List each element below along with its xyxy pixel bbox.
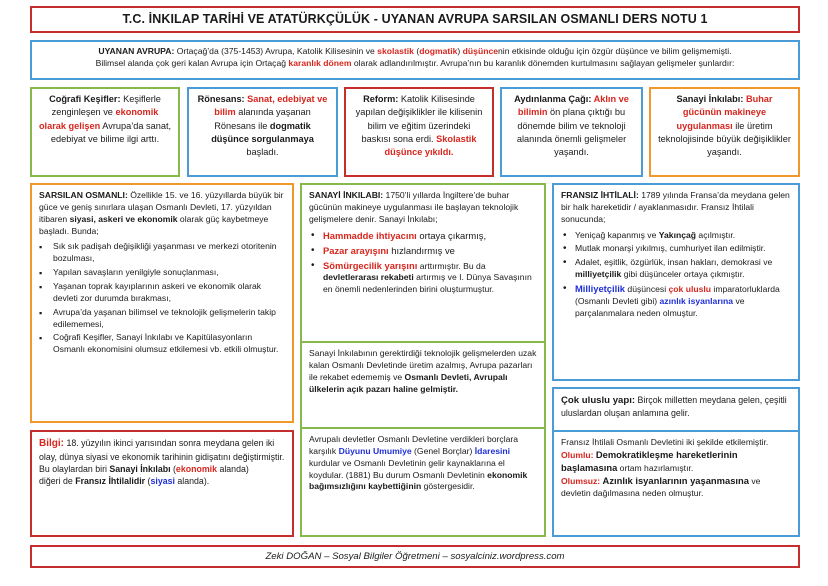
bilgi-bold: Sanayi İnkılabı xyxy=(109,463,171,474)
intro-text: nin etkisinde olduğu için özgür düşünce ve bilim gelişmemişti. xyxy=(498,46,732,56)
intro-text: ( xyxy=(413,46,420,56)
bilgi-ekonomik: ekonomik xyxy=(175,463,217,474)
cografi-highlight: ekonomik olarak gelişen xyxy=(38,107,159,131)
sanayi-heading: SANAYİ İNKILABI: xyxy=(309,190,384,200)
etki-bold: Demokratikleşme hareketlerinin başlamasına xyxy=(561,448,738,473)
aydinlanma-box xyxy=(500,87,643,177)
sanayi-box xyxy=(300,183,546,343)
duyunu-text: Avrupalı devletler Osmanlı Devletine verdikleri borçlara karşılık xyxy=(309,434,519,456)
sanayi-item-text: arttırmıştır. Bu da xyxy=(417,260,486,271)
bilgi-siyasi: siyasi xyxy=(150,476,175,487)
cografi-heading: Coğrafi Keşifler: xyxy=(49,94,121,104)
aydinlanma-highlight: Aklın ve bilimin xyxy=(517,94,629,118)
intro-karanlik: karanlık dönem xyxy=(288,57,352,68)
sanayi-item-text: hızlandırmış ve xyxy=(388,244,455,256)
sanayi-item-highlight: Sömürgecilik yarışını xyxy=(323,259,418,271)
sarsilan-list xyxy=(39,241,285,356)
list-item: ▪ Yapılan savaşların yenilgiyle sonuçlanması, xyxy=(39,267,285,279)
fransiz-item-bold: Yakınçağ xyxy=(658,229,697,240)
sanayi-item-text: ortaya çıkarmış, xyxy=(416,229,487,241)
sanayi-intro xyxy=(309,190,537,226)
sanayi2-text: Sanayi İnkılabının gerektirdiği teknolojik gelişmelerden uzak kalan Osmanlı Devletinde üretim azalmış, Avrupa pazarları ile rekabet edememiş ve xyxy=(309,348,537,382)
bilgi-bold: Fransız İhtilalidir xyxy=(75,476,146,487)
intro-skolastik: skolastik xyxy=(377,46,414,56)
ronesans-heading: Rönesans: xyxy=(197,94,245,104)
etki-text: ve devletin dağılmasına neden olmuştur. xyxy=(561,475,761,498)
sarsilan-text: olarak güç kaybetmeye başladı. Bunda; xyxy=(39,213,269,236)
intro-line-1 xyxy=(40,46,790,58)
sanayi2-bold: Osmanlı Devleti, Avrupalı ülkelerin açık pazarı haline gelmiştir. xyxy=(309,371,508,394)
list-item: ▪ Yaşanan toprak kayıplarının askeri ve ekonomik olarak devleti zor durumda bırakması, xyxy=(39,281,285,305)
fransiz-item-text: ve parçalanmalara neden olmuştur. xyxy=(575,295,745,318)
bilgi-p2 xyxy=(39,463,285,475)
sanayi-bold: devletlerarası rekabeti xyxy=(323,272,414,283)
fransiz-item-text: düşüncesi xyxy=(625,284,669,295)
bilgi-text: diğeri de xyxy=(39,476,76,487)
sanayi-item-highlight: Pazar arayışını xyxy=(323,244,389,256)
duyunu-bold: ekonomik bağımsızlığını kaybettiğinin xyxy=(309,469,528,492)
fransiz-milliyetcilik: Milliyetçilik xyxy=(575,283,626,295)
sanayi-small-text: ile üretim teknolojisinde büyük değişiklikler yaşandı. xyxy=(658,120,791,158)
bilgi-text: 18. yüzyılın ikinci yarısından sonra meydana gelen iki olay, dünya siyasi ve ekonomik tarihinin gidişatını değiştirmiştir. xyxy=(39,438,285,462)
fransiz-item-bold: milliyetçilik xyxy=(575,269,622,280)
list-item xyxy=(561,257,791,281)
cokuluslu-text: Birçok milletten meydana gelen, çeşitli uluslardan oluşan anlamına gelir. xyxy=(561,395,787,419)
fransiz-intro xyxy=(561,190,791,226)
bilgi-text: ( xyxy=(170,463,176,474)
intro-dogmatik: dogmatik xyxy=(419,46,458,56)
etki-olumlu-label: Olumlu: xyxy=(561,449,594,460)
ronesans-box xyxy=(187,87,338,177)
sanayi-text: artırmış ve I. Dünya Savaşının en önemli nedenlerinden birini oluşturmuştur. xyxy=(323,272,532,295)
fransiz-item-text: Adalet, eşitlik, özgürlük, insan hakları, demokrasi ve xyxy=(575,257,773,268)
footer xyxy=(30,545,800,568)
sanayi-list xyxy=(309,230,537,297)
duyunu-idaresi: İdaresini xyxy=(474,445,511,456)
fransiz-azinlik: azınlık isyanlarına xyxy=(659,295,734,306)
bilgi-heading: Bilgi: xyxy=(39,438,64,449)
aydinlanma-text: ön plana çıktığı bu dönemde bilim ve teknoloji alanında önemli gelişmeler yaşandı. xyxy=(516,107,627,158)
sanayi-small-box xyxy=(649,87,800,177)
ronesans-text: başladı. xyxy=(246,147,279,158)
fransiz-heading: FRANSIZ İHTİLALİ: xyxy=(561,190,639,200)
etki-box xyxy=(552,432,800,537)
footer-text: Zeki DOĞAN – Sosyal Bilgiler Öğretmeni – sosyalciniz.wordpress.com xyxy=(265,550,565,562)
aydinlanma-heading: Aydınlanma Çağı: xyxy=(514,94,592,104)
sarsilan-intro xyxy=(39,190,285,237)
list-item: • Mutlak monarşi yıkılmış, cumhuriyet ilan edilmiştir. xyxy=(561,243,791,255)
intro-heading: UYANAN AVRUPA: xyxy=(98,46,175,56)
list-item xyxy=(309,230,537,243)
reform-highlight: Skolastik düşünce yıkıldı. xyxy=(384,134,477,158)
etki-olumsuz-label: Olumsuz: xyxy=(561,475,601,486)
duyunu-text: (Genel Borçlar) xyxy=(411,445,475,456)
reform-text: Katolik Kilisesinde yapılan değişiklikler ile kilisenin bilim ve eğitim üzerindeki baskısı sona erdi. xyxy=(355,94,483,145)
ronesans-text: alanında yaşanan Rönesans ile xyxy=(214,107,311,131)
list-item: ▪ Coğrafi Keşifler, Sanayi İnkılabı ve Kapitülasyonların Osmanlı ekonomisini olumsuz etkilemesi vb. etkili olmuştur. xyxy=(39,332,285,356)
sanayi-text: 1750’li yıllarda İngiltere’de buhar gücünün makineye uygulanması ile başlayan teknolojik gelişmelere denir. Sanayi İnkılabı; xyxy=(309,190,519,224)
sarsilan-bold: siyasi, askeri ve ekonomik xyxy=(69,213,178,224)
sanayi-small-heading: Sanayi İnkılabı: xyxy=(676,94,744,104)
bilgi-p3 xyxy=(39,475,285,487)
etki-olumsuz xyxy=(561,475,791,500)
fransiz-item-text: imparatorluklarda (Osmanlı Devleti gibi) xyxy=(575,284,780,306)
fransiz-item-text: açılmıştır. xyxy=(696,229,736,240)
fransiz-item-text: Yeniçağ kapanmış ve xyxy=(575,229,659,240)
etki-text: ortam hazırlamıştır. xyxy=(617,462,694,473)
duyunu-text: kurdular ve Osmanlı Devletinin gelir kaynaklarına el koydular. (1881) Bu durum Osmanlı Devletinin xyxy=(309,457,505,480)
reform-box xyxy=(344,87,494,177)
ronesans-highlight: Sanat, edebiyat ve bilim xyxy=(214,94,328,118)
duyunu-box xyxy=(300,429,546,537)
etki-intro: Fransız İhtilali Osmanlı Devletini iki şekilde etkilemiştir. xyxy=(561,437,769,447)
bilgi-text: ( xyxy=(145,476,151,487)
cografi-text: Keşiflerle zenginleşen ve xyxy=(51,94,161,118)
fransiz-item-text: gibi düşünceler ortaya çıkmıştır. xyxy=(621,269,745,280)
fransiz-cok-uluslu: çok uluslu xyxy=(668,284,712,295)
duyunu-umumiye: Düyunu Umumiye xyxy=(338,445,412,456)
cografi-box xyxy=(30,87,180,177)
intro-dusunce: düşünce xyxy=(462,46,499,56)
intro-line-2 xyxy=(40,58,790,70)
sanayi-small-highlight: Buhar gücünün makineye uygulanması xyxy=(676,94,773,131)
list-item xyxy=(309,245,537,258)
intro-text: Bilimsel alanda çok geri kalan Avrupa için Ortaçağ xyxy=(95,57,289,68)
bilgi-text: alanda). xyxy=(174,476,210,487)
etki-olumlu xyxy=(561,449,791,475)
fransiz-box xyxy=(552,183,800,381)
bilgi-text: alanda) xyxy=(217,463,249,474)
fransiz-text: 1789 yılında Fransa’da meydana gelen bir halk hareketidir / ayaklanmasıdır. Fransız İhtilali sonucunda; xyxy=(561,190,790,224)
sarsilan-box xyxy=(30,183,294,423)
fransiz-list xyxy=(561,230,791,320)
list-item xyxy=(309,260,537,297)
reform-heading: Reform: xyxy=(363,94,399,104)
cografi-text: Avrupa’da sanat, edebiyat ve bilime ilgi arttı. xyxy=(50,120,172,145)
intro-box xyxy=(30,40,800,80)
cokuluslu-box xyxy=(552,387,800,432)
list-item xyxy=(561,230,791,242)
page-title xyxy=(30,6,800,33)
etki-bold: Azınlık isyanlarının yaşanmasına xyxy=(602,474,749,486)
list-item xyxy=(561,283,791,320)
title-text: T.C. İNKILAP TARİHİ VE ATATÜRKÇÜLÜK - UYANAN AVRUPA SARSILAN OSMANLI DERS NOTU 1 xyxy=(122,11,708,26)
bilgi-box xyxy=(30,430,294,537)
list-item: ▪ Avrupa’da yaşanan bilimsel ve teknolojik gelişmelerin takip edilememesi, xyxy=(39,307,285,331)
cokuluslu-heading: Çok uluslu yapı: xyxy=(561,395,636,406)
duyunu-text: göstergesidir. xyxy=(421,481,475,492)
sanayi-item-highlight: Hammadde ihtiyacını xyxy=(323,229,417,241)
list-item: ▪ Sık sık padişah değişikliği yaşanması ve merkezi otoritenin bozulması, xyxy=(39,241,285,265)
sanayi2-box xyxy=(300,343,546,429)
intro-text: Ortaçağ’da (375-1453) Avrupa, Katolik Kilisesinin ve xyxy=(174,46,378,56)
intro-text: olarak adlandırılmıştır. Avrupa’nın bu karanlık dönemden kurtulmasını sağlayan gelişmeler şunlardır: xyxy=(351,57,735,68)
bilgi-text: Bu olaylardan biri xyxy=(39,463,110,474)
sarsilan-text: Özellikle 15. ve 16. yüzyıllarda büyük bir güce ve geniş sınırlara ulaşan Osmanlı Devleti, 17. yüzyıldan itibaren xyxy=(39,190,284,224)
intro-text: ) xyxy=(457,46,463,56)
ronesans-bold: dogmatik düşünce sorgulanmaya xyxy=(211,120,314,145)
sarsilan-heading: SARSILAN OSMANLI: xyxy=(39,190,128,200)
bilgi-p1 xyxy=(39,437,285,463)
